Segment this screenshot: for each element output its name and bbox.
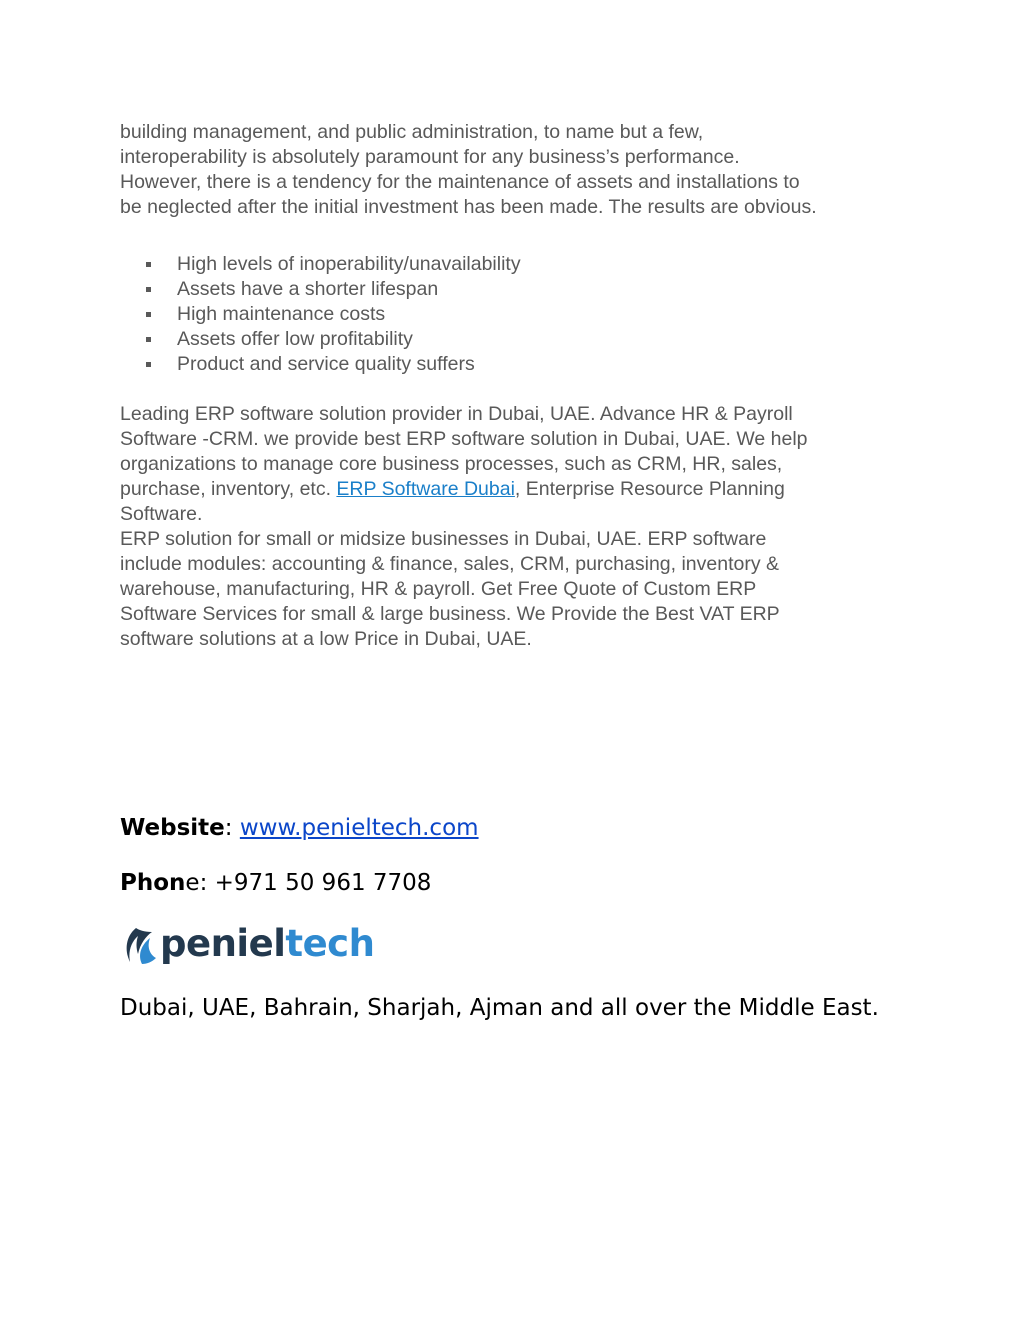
- erp-software-dubai-link[interactable]: ERP Software Dubai: [336, 478, 515, 500]
- erp-line: Software.: [120, 503, 203, 525]
- phone-line: Phone: +971 50 961 7708: [120, 870, 432, 896]
- flame-logo-icon: [122, 924, 162, 966]
- erp-line: include modules: accounting & finance, sales, CRM, purchasing, inventory &: [120, 553, 780, 575]
- square-bullet-icon: [146, 287, 151, 292]
- list-item: Assets have a shorter lifespan: [120, 277, 521, 302]
- intro-line: However, there is a tendency for the maintenance of assets and installations to: [120, 171, 800, 193]
- penieltech-logo: [122, 920, 375, 970]
- erp-modules-paragraph: [120, 527, 910, 652]
- square-bullet-icon: [146, 262, 151, 267]
- website-link[interactable]: www.penieltech.com: [239, 815, 479, 841]
- website-label: Website: [120, 815, 225, 841]
- square-bullet-icon: [146, 312, 151, 317]
- erp-line: Leading ERP software solution provider in Dubai, UAE. Advance HR & Payroll: [120, 403, 793, 425]
- list-item: Assets offer low profitability: [120, 327, 521, 352]
- erp-line: ERP solution for small or midsize businesses in Dubai, UAE. ERP software: [120, 528, 767, 550]
- intro-line: interoperability is absolutely paramount for any business’s performance.: [120, 146, 740, 168]
- square-bullet-icon: [146, 362, 151, 367]
- intro-line: building management, and public administration, to name but a few,: [120, 121, 704, 143]
- intro-paragraph: [120, 120, 910, 220]
- list-item: High levels of inoperability/unavailability: [120, 252, 521, 277]
- erp-line: purchase, inventory, etc.: [120, 478, 337, 500]
- erp-line: software solutions at a low Price in Dubai, UAE.: [120, 628, 532, 650]
- website-line: Website: www.penieltech.com: [120, 815, 479, 841]
- regions-line: Dubai, UAE, Bahrain, Sharjah, Ajman and all over the Middle East.: [120, 995, 879, 1021]
- logo-wordmark: penieltech: [160, 922, 375, 965]
- erp-line: , Enterprise Resource Planning: [514, 478, 785, 500]
- erp-line: warehouse, manufacturing, HR & payroll. Get Free Quote of Custom ERP: [120, 578, 757, 600]
- results-bullet-list: [120, 252, 521, 377]
- square-bullet-icon: [146, 337, 151, 342]
- document-page: [120, 0, 920, 1325]
- phone-number: +971 50 961 7708: [214, 870, 432, 896]
- phone-label: Phon: [120, 870, 186, 896]
- intro-line: be neglected after the initial investment has been made. The results are obvious.: [120, 196, 817, 218]
- list-item: Product and service quality suffers: [120, 352, 521, 377]
- erp-provider-paragraph: [120, 402, 910, 527]
- erp-line: organizations to manage core business processes, such as CRM, HR, sales,: [120, 453, 783, 475]
- erp-line: Software Services for small & large business. We Provide the Best VAT ERP: [120, 603, 780, 625]
- erp-line: Software -CRM. we provide best ERP software solution in Dubai, UAE. We help: [120, 428, 808, 450]
- list-item: High maintenance costs: [120, 302, 521, 327]
